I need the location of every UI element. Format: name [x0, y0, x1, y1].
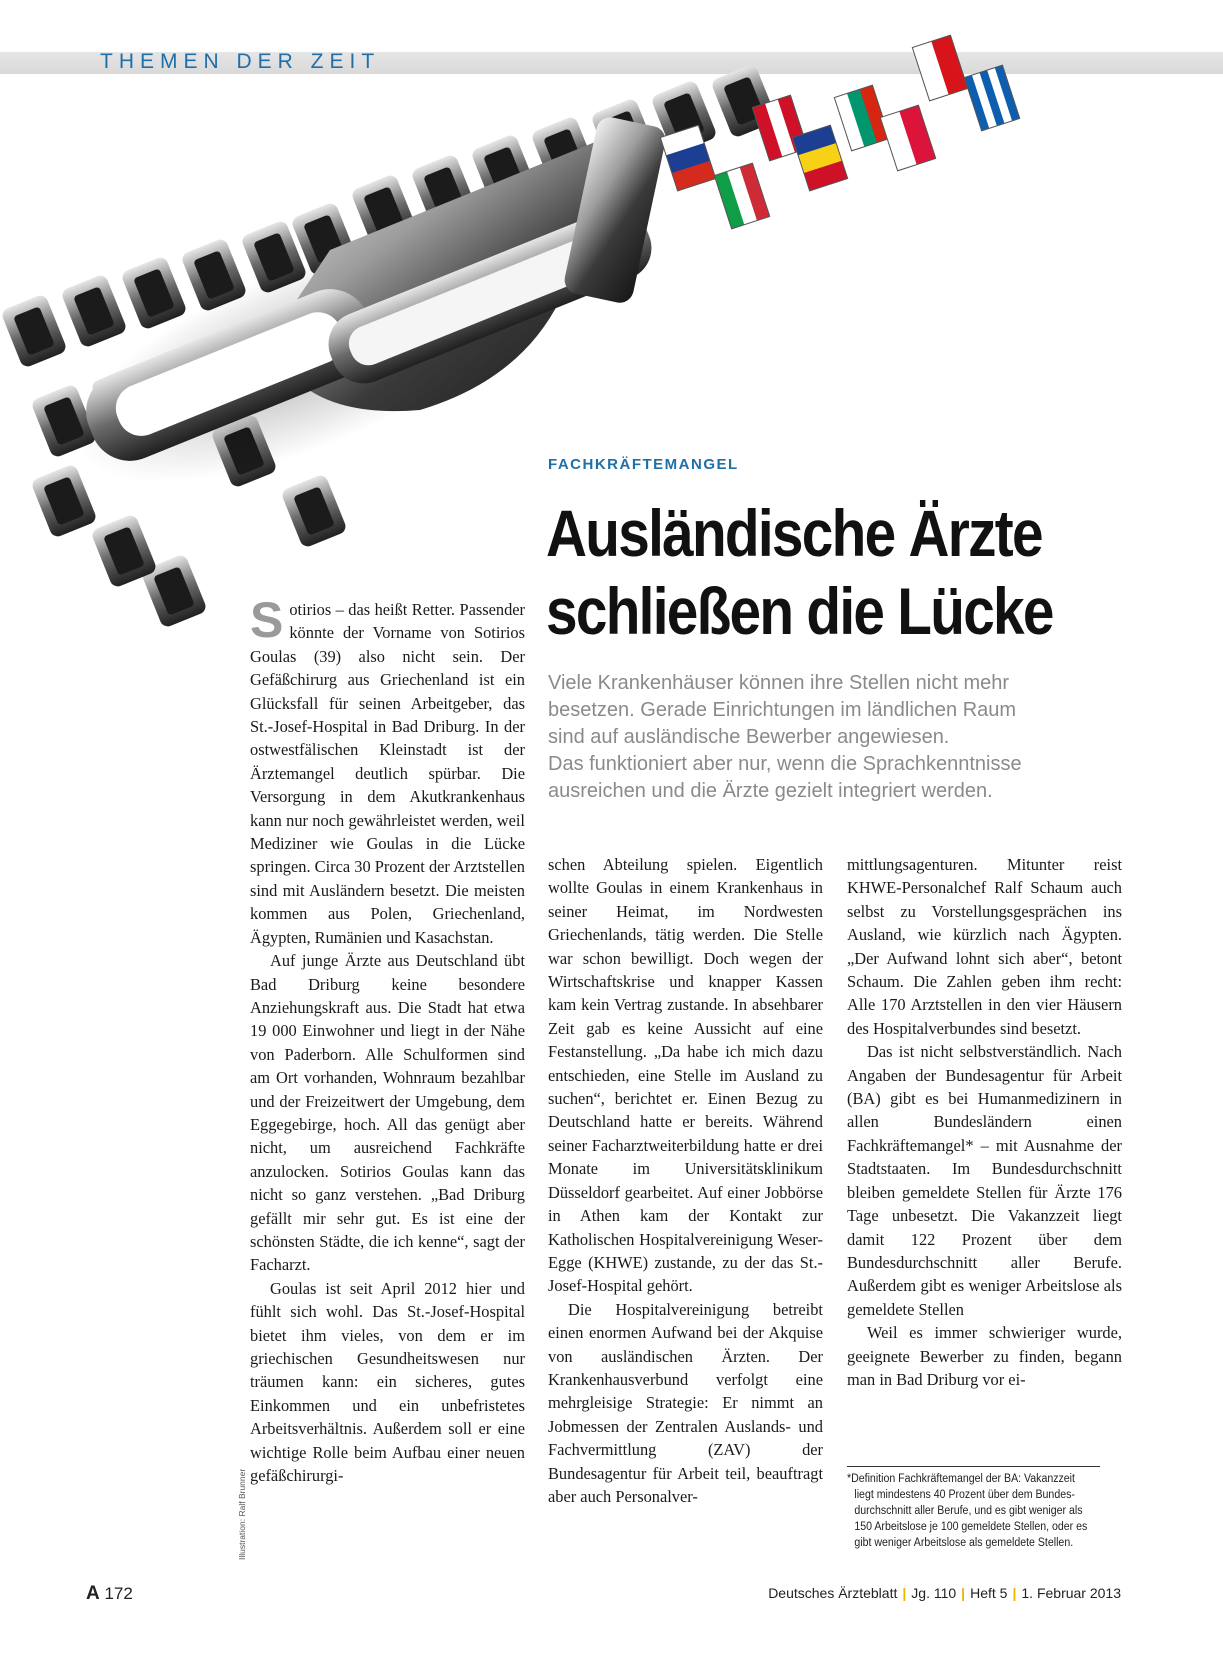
- lede-line: ausreichen und die Ärzte gezielt integriert werden.: [548, 780, 993, 802]
- lede-line: Das funktioniert aber nur, wenn die Sprachkenntnisse: [548, 753, 1022, 775]
- section-label: THEMEN DER ZEIT: [100, 50, 381, 73]
- footnote-line: gibt weniger Arbeitslose als gemeldete Stellen.: [854, 1537, 1074, 1549]
- zipper-tooth: [0, 293, 68, 368]
- footnote-line: liegt mindestens 40 Prozent über dem Bundes-: [854, 1489, 1075, 1501]
- czech-flag: [912, 35, 968, 101]
- journal-name: Deutsches Ärzteblatt: [768, 1585, 898, 1601]
- drop-cap: S: [250, 592, 284, 648]
- body-paragraph: Auf junge Ärzte aus Deutschland übt Bad Driburg keine besondere Anziehungskraft aus. Die Stadt hat etwa 19 000 Einwohner und liegt in der Nähe von Paderborn. Alle Schulformen sind am Ort vorhanden, Wohnraum bezahlbar und der Freizeitwert der Umgebung, dem Eggegebirge, hoch. All das genügt aber nicht, um ausreichend Fachkräfte anzulocken. Sotirios Goulas kann das nicht so ganz verstehen. „Bad Driburg gefällt mir sehr gut. Es ist eine der schönsten Städte, die ich kenne“, sagt der Facharzt.: [250, 951, 525, 1275]
- lede-line: Viele Krankenhäuser können ihre Stellen nicht mehr: [548, 672, 1010, 694]
- body-paragraph: mittlungsagenturen. Mitunter reist KHWE-Personalchef Ralf Schaum auch selbst zu Vorstellungsgesprächen ins Ausland, wie kürzlich nach Ägypten. „Der Aufwand lohnt sich aber“, betont Schaum. Die Zahlen geben ihm recht: Alle 170 Arztstellen in den vier Häusern des Hospitalverbundes sind besetzt.: [847, 855, 1122, 1038]
- illustration-credit: Illustration: Ralf Brunner: [237, 1468, 247, 1560]
- body-paragraph: Das ist nicht selbstverständlich. Nach Angaben der Bundesagentur für Arbeit (BA) gibt es bei Humanmedizinern in allen Bundesländern einen Fachkräftemangel* – mit Ausnahme der Stadtstaaten. Im Bundesdurchschnitt bleiben gemeldete Stellen für Ärzte 176 Tage unbesetzt. Die Vakanzzeit liegt damit 122 Prozent über dem Bundesdurchschnitt aller Berufe. Außerdem gibt es weniger Arbeitslose als gemeldete Stellen: [847, 1042, 1122, 1319]
- article-kicker: FACHKRÄFTEMANGEL: [548, 456, 739, 473]
- lede-line: sind auf ausländische Bewerber angewiesen.: [548, 726, 950, 748]
- greece-flag: [964, 65, 1020, 131]
- footnote-line: *Definition Fachkräftemangel der BA: Vakanzzeit: [847, 1473, 1075, 1485]
- romania-flag: [792, 125, 848, 191]
- footnote-line: 150 Arbeitslose je 100 gemeldete Stellen, oder es: [854, 1521, 1088, 1533]
- body-paragraph: Sotirios – das heißt Retter. Passender könnte der Vorname von Sotirios Goulas (39) also nicht sein. Der Gefäßchirurg aus Griechenland ist ein Glücksfall für seinen Arbeitgeber, das St.-Josef-Hospital in Bad Driburg. In der ostwestfälischen Kleinstadt ist der Ärztemangel deutlich spürbar. Die Versorgung in dem Akutkrankenhaus kann nur noch gewährleistet werden, weil Mediziner wie Goulas in die Lücke springen. Circa 30 Prozent der Arztstellen sind mit Ausländern besetzt. Die meisten kommen aus Polen, Griechenland, Ägypten, Rumänien und Kasachstan.: [250, 592, 525, 947]
- poland-flag: [880, 105, 936, 171]
- journal-footer: Deutsches Ärzteblatt | Jg. 110 | Heft 5 | 1. Februar 2013: [768, 1585, 1121, 1601]
- zipper-tooth: [120, 255, 188, 330]
- body-column-1: [250, 592, 525, 1487]
- headline-line: Ausländische Ärzte: [546, 496, 1042, 570]
- footnote-line: durchschnitt aller Berufe, und es gibt weniger als: [854, 1505, 1083, 1517]
- journal-issue: Heft 5: [970, 1585, 1008, 1601]
- article-headline: [546, 494, 1079, 650]
- footnote: [847, 1466, 1100, 1551]
- body-paragraph: Goulas ist seit April 2012 hier und fühlt sich wohl. Das St.-Josef-Hospital bietet ihm vieles, von dem er im griechischen Gesundheitswesen nur träumen kann: ein sicheres, gutes Einkommen und ein unbefristetes Arbeitsverhältnis. Außerdem soll er eine wichtige Rolle beim Aufbau einer neuen gefäßchirurgi-: [250, 1278, 525, 1486]
- body-paragraph: schen Abteilung spielen. Eigentlich wollte Goulas in einem Krankenhaus in seiner Heimat, im Nordwesten Griechenlands, tätig werden. Die Stelle war schon bewilligt. Doch wegen der Wirtschaftskrise und knapper Kassen kam kein Vertrag zustande. In absehbarer Zeit gab es keine Aussicht auf eine Festanstellung. „Da habe ich mich dazu entschieden, eine Stelle im Ausland zu suchen“, berichtet er. Einen Bezug zu Deutschland hatte er bereits. Während seiner Facharztweiterbildung hatte er drei Monate im Universitätsklinikum Düsseldorf gearbeitet. Auf einer Jobbörse in Athen kam der Kontakt zur Katholischen Hospitalvereinigung Weser-Egge (KHWE) zustande, zu der das St.-Josef-Hospital gehört.: [548, 855, 823, 1296]
- zipper-tooth: [60, 273, 128, 348]
- article-lede: [548, 670, 1108, 805]
- italy-flag: [714, 163, 770, 229]
- body-column-3: [847, 853, 1122, 1391]
- zipper-tooth: [280, 473, 348, 548]
- body-paragraph: Weil es immer schwieriger wurde, geeignete Bewerber zu finden, begann man in Bad Driburg vor ei-: [847, 1323, 1122, 1389]
- headline-line: schließen die Lücke: [546, 574, 1053, 648]
- zipper-tooth: [30, 463, 98, 538]
- page-number: A 172: [86, 1583, 133, 1604]
- lede-line: besetzen. Gerade Einrichtungen im ländlichen Raum: [548, 699, 1017, 721]
- journal-volume: Jg. 110: [911, 1585, 957, 1601]
- body-paragraph: Die Hospitalvereinigung betreibt einen enormen Aufwand bei der Akquise von ausländischen Ärzten. Der Krankenhausverbund verfolgt eine mehrgleisige Strategie: Er nimmt an Jobmessen der Zentralen Auslands- und Fachvermittlung (ZAV) der Bundesagentur für Arbeit teil, beauftragt aber auch Personalver-: [548, 1299, 823, 1506]
- journal-date: 1. Februar 2013: [1021, 1585, 1121, 1601]
- body-column-2: [548, 853, 823, 1508]
